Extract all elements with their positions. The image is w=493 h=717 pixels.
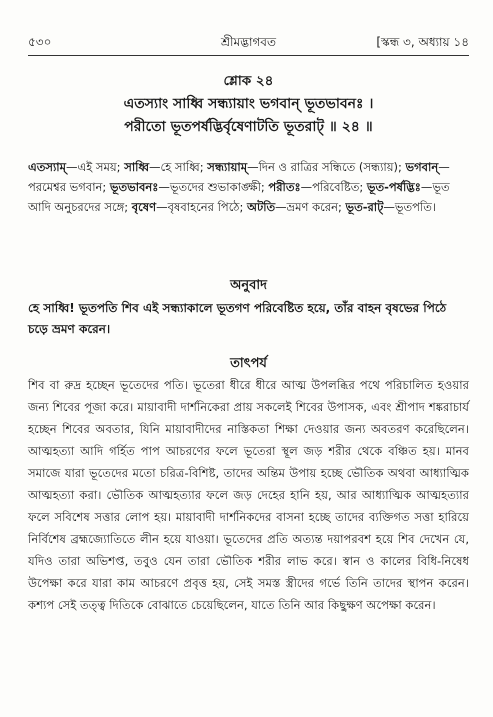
- header-rule: [28, 55, 469, 56]
- synonym-entry: ভগবান্—পরমেশ্বর ভগবান;: [28, 160, 450, 194]
- synonym-entry: পরীতঃ—পরিবেষ্টিত;: [268, 180, 364, 194]
- chapter-reference: [স্কন্ধ ৩, অধ্যায় ১৪: [376, 35, 469, 49]
- synonym-entry: ভূত-পর্ষদ্ভিঃ—ভূত আদি অনুচরদের সঙ্গে;: [28, 180, 450, 214]
- translation-heading: অনুবাদ: [230, 278, 267, 293]
- page-number: ৫৩০: [28, 35, 52, 49]
- purport-text: শিব বা রুদ্র হচ্ছেন ভূতেদের পতি। ভূতেরা ধীরে ধীরে আত্ম উপলব্ধির পথে পরিচালিত হওয়ার জন্য শিবের পূজা করে। মায়াবাদী দার্শনিকেরা প্রায় সকলেই শিবের উপাসক, এবং শ্রীপাদ শঙ্করাচার্য হচ্ছেন শিবের অবতার, যিনি মায়াবাদীদের নাস্তিকতা শিক্ষা দেওয়ার জন্য অবতরণ করেছিলেন। আত্মহত্যা আদি গর্হিত পাপ আচরণের ফলে ভূতেরা স্থূল জড় শরীর থেকে বঞ্চিত হয়। মানব সমাজে যারা ভূতেদের মতো চরিত্র-বিশিষ্ট, তাদের অন্তিম উপায় হচ্ছে ভৌতিক অথবা আধ্যাত্মিক আত্মহত্যা করা। ভৌতিক আত্মহত্যার ফলে জড় দেহের হানি হয়, আর আধ্যাত্মিক আত্মহত্যার ফলে সবিশেষ সত্তার লোপ হয়। মায়াবাদী দার্শনিকদের বাসনা হচ্ছে তাদের ব্যক্তিগত সত্তা হারিয়ে নির্বিশেষ ব্রহ্মজ্যোতিতে লীন হয়ে যাওয়া। ভূতেদের প্রতি অত্যন্ত দয়াপরবশ হয়ে শিব দেখেন যে, যদিও তারা অভিশপ্ত, তবুও যেন তারা ভৌতিক শরীর লাভ করে। স্বান ও কালের বিধি-নিষেধ উপেক্ষা করে যারা কাম আচরণে প্রবৃত্ত হয়, সেই সমস্ত স্ত্রীদের গর্ভে তিনি তাদের স্থাপন করেন। কশ্যপ সেই তত্ত্ব দিতিকে বোঝাতে চেয়েছিলেন, যাতে তিনি আর কিছুক্ষণ অপেক্ষা করেন।: [28, 378, 469, 612]
- verse-line-1: এতস্যাং সাধ্বি সন্ধ্যায়াং ভগবান্ ভূতভাবনঃ ।: [123, 96, 374, 112]
- synonym-entry: সাধ্বি—হে সাধ্বি;: [124, 160, 204, 174]
- synonyms-paragraph: [28, 157, 469, 217]
- synonym-entry: বৃষেণ—বৃষবাহনের পিঠে;: [131, 200, 244, 214]
- synonym-entry: সন্ধ্যায়াম্—দিন ও রাত্রির সন্ধিতে (সন্ধ্যায়);: [207, 160, 402, 174]
- purport-heading: তাৎপর্য: [230, 356, 267, 371]
- synonym-entry: এতস্যাম্—এই সময়;: [28, 160, 121, 174]
- translation-text: হে সাধ্বি! ভূতপতি শিব এই সন্ধ্যাকালে ভূতগণ পরিবেষ্টিত হয়ে, তাঁর বাহন বৃষভের পিঠে চড়ে ভ্রমণ করেন।: [28, 301, 447, 336]
- synonym-entry: অটতি—ভ্রমণ করেন;: [247, 200, 342, 214]
- running-header: [28, 34, 469, 52]
- verse-line-2: পরীতো ভূতপর্ষদ্ভির্বৃষেণাটতি ভূতরাট্ ॥ ২৪ ॥: [124, 119, 373, 135]
- book-title: শ্রীমদ্ভাগবত: [220, 35, 276, 49]
- synonym-entry: ভূতভাবনঃ—ভূতদের শুভাকাঙ্ক্ষী;: [109, 180, 265, 194]
- synonym-entry: ভূত-রাট্—ভূতপতি।: [345, 200, 436, 214]
- verse-heading: শ্লোক ২৪: [223, 73, 274, 89]
